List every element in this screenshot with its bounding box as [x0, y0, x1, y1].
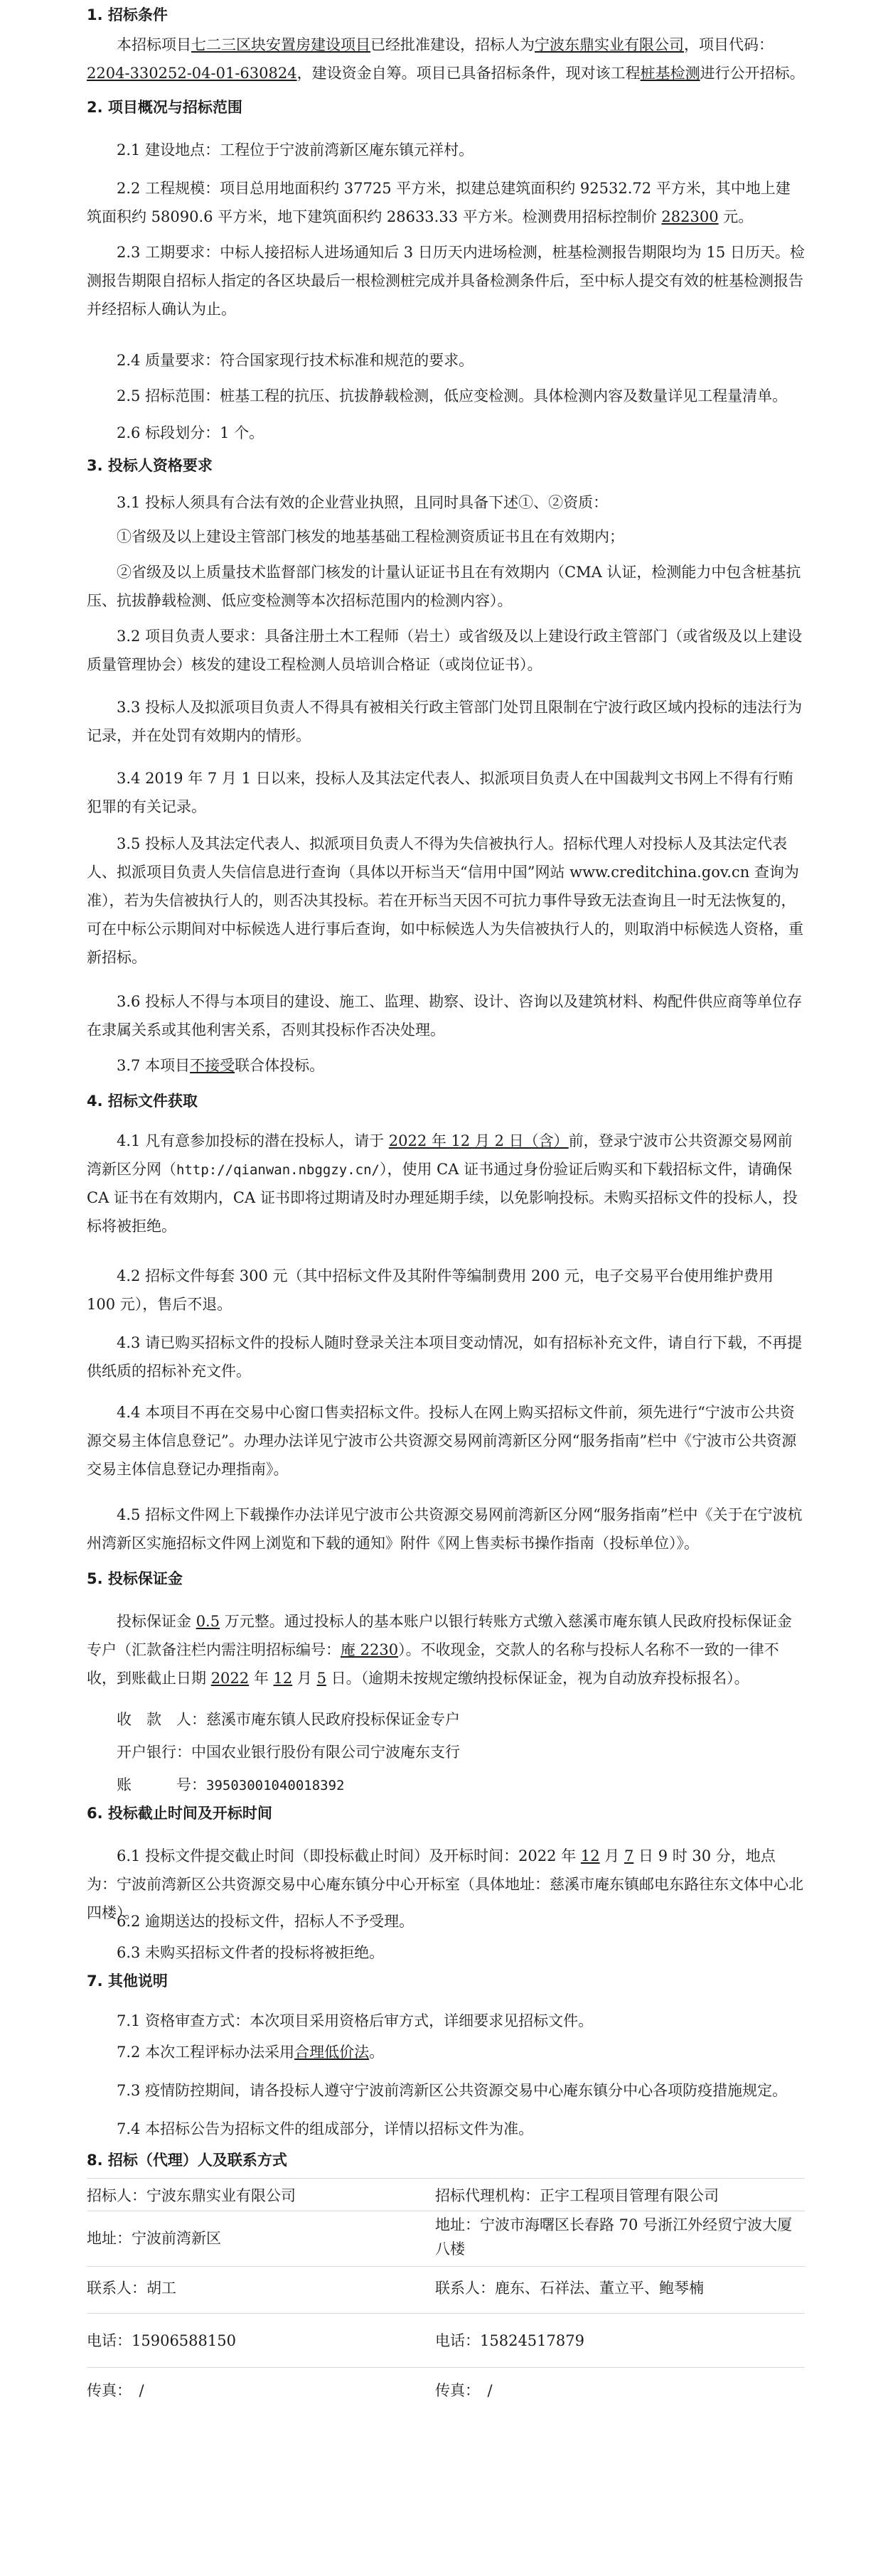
para-4-1: 4.1 凡有意参加投标的潜在投标人，请于 2022 年 12 月 2 日（含）前，登录宁波市公共资源交易网前湾新区分网（http://qianwan.nbggzy.cn/），使用 CA 证书通过身份验证后购买和下载招标文件，请确保 CA 证书在有效期内，CA 证书即将过期请及时办理延期手续，以免影响投标。未购买招标文件的投标人，投标将被拒绝。: [87, 1132, 798, 1235]
payee-line: 收 款 人：慈溪市庵东镇人民政府投标保证金专户: [117, 1711, 460, 1728]
para-7-3: 7.3 疫情防控期间，请各投标人遵守宁波前湾新区公共资源交易中心庵东镇分中心各项防疫措施规定。: [117, 2082, 788, 2099]
agency-contact: 联系人：鹿东、石祥法、董立平、鲍琴楠: [435, 2280, 704, 2297]
para-7-4: 7.4 本招标公告为招标文件的组成部分，详情以招标文件为准。: [117, 2120, 534, 2137]
project-name: 七二三区块安置房建设项目: [191, 36, 370, 53]
para-5-1: 投标保证金 0.5 万元整。通过投标人的基本账户以银行转账方式缴入慈溪市庵东镇人民政府投标保证金专户（汇款备注栏内需注明招标编号：庵 2230）。不收现金，交款人的名称与投标人名称不一致的一律不收，到账截止日期 2022 年 12 月 5 日。（逾期未按规定缴纳投标保证金，视为自动放弃投标报名）。: [87, 1613, 792, 1687]
para-3-1: 3.1 投标人须具有合法有效的企业营业执照，且同时具备下述①、②资质：: [117, 494, 609, 511]
para-2-3: 2.3 工期要求：中标人接招标人进场通知后 3 日历天内进场检测，桩基检测报告期限均为 15 日历天。检测报告期限自招标人指定的各区块最后一根检测桩完成并具备检测条件后，至中标人提交有效的桩基检测报告并经招标人确认为止。: [87, 244, 805, 318]
section-5-heading: 5. 投标保证金: [87, 1570, 183, 1587]
para-3-6: 3.6 投标人不得与本项目的建设、施工、监理、勘察、设计、咨询以及建筑材料、构配件供应商等单位存在隶属关系或其他利害关系，否则其投标作否决处理。: [87, 993, 803, 1039]
tenderer-phone: 电话：15906588150: [87, 2332, 236, 2349]
para-2-2: 2.2 工程规模：项目总用地面积约 37725 平方米，拟建总建筑面积约 92532.72 平方米，其中地上建筑面积约 58090.6 平方米，地下建筑面积约 28633.33 平方米。检测费用招标控制价 282300 元。: [87, 180, 791, 225]
tenderer-contact: 联系人：胡工: [87, 2280, 176, 2297]
para-4-3: 4.3 请已购买招标文件的投标人随时登录关注本项目变动情况，如有招标补充文件，请自行下载，不再提供纸质的招标补充文件。: [87, 1334, 803, 1380]
para-2-6: 2.6 标段划分：1 个。: [117, 424, 264, 441]
section-8-heading: 8. 招标（代理）人及联系方式: [87, 2152, 287, 2169]
joint-venture-not-accepted: 不接受: [190, 1057, 235, 1074]
section-1-heading: 1. 招标条件: [87, 6, 168, 23]
section-6-heading: 6. 投标截止时间及开标时间: [87, 1805, 272, 1822]
para-2-5: 2.5 招标范围：桩基工程的抗压、抗拔静载检测，低应变检测。具体检测内容及数量详见工程量清单。: [117, 387, 788, 404]
para-3-1-b: ②省级及以上质量技术监督部门核发的计量认证证书且在有效期内（CMA 认证，检测能力中包含桩基抗压、抗拔静载检测、低应变检测等本次招标范围内的检测内容）。: [87, 564, 801, 609]
para-4-4: 4.4 本项目不再在交易中心窗口售卖招标文件。投标人在网上购买招标文件前，须先进行“宁波市公共资源交易主体信息登记”。办理办法详见宁波市公共资源交易网前湾新区分网“服务指南”栏中《宁波市公共资源交易主体信息登记办理指南》。: [87, 1404, 797, 1478]
section-4-heading: 4. 招标文件获取: [87, 1093, 198, 1110]
para-7-1: 7.1 资格审查方式：本次项目采用资格后审方式，详细要求见招标文件。: [117, 2012, 594, 2029]
para-4-5: 4.5 招标文件网上下载操作办法详见宁波市公共资源交易网前湾新区分网“服务指南”栏中《关于在宁波杭州湾新区实施招标文件网上浏览和下载的通知》附件《网上售卖标书操作指南（投标单位）》。: [87, 1506, 803, 1552]
document-deadline: 2022 年 12 月 2 日（含）: [388, 1132, 569, 1149]
agency-fax: 传真： /: [435, 2382, 493, 2399]
para-3-4: 3.4 2019 年 7 月 1 日以来，投标人及其法定代表人、拟派项目负责人在中国裁判文书网上不得有行贿犯罪的有关记录。: [87, 770, 793, 815]
section-7-heading: 7. 其他说明: [87, 1973, 168, 1990]
para-3-3: 3.3 投标人及拟派项目负责人不得具有被相关行政主管部门处罚且限制在宁波行政区域内投标的违法行为记录，并在处罚有效期内的情形。: [87, 699, 803, 744]
para-3-2: 3.2 项目负责人要求：具备注册土木工程师（岩土）或省级及以上建设行政主管部门（或省级及以上建设质量管理协会）核发的建设工程检测人员培训合格证（或岗位证书）。: [87, 628, 803, 673]
work-name: 桩基检测: [640, 64, 700, 82]
tender-number: 庵 2230: [341, 1641, 399, 1658]
tenderer-org: 招标人：宁波东鼎实业有限公司: [87, 2187, 296, 2204]
para-3-5: 3.5 投标人及其法定代表人、拟派项目负责人不得为失信被执行人。招标代理人对投标人及其法定代表人、拟派项目负责人失信信息进行查询（具体以开标当天“信用中国”网站 www.creditchina.gov.cn 查询为准），若为失信被执行人的，则否决其投标。若在开标当天因不可抗力事件导致无法查询且一时无法恢复的，可在中标公示期间对中标候选人进行事后查询，如中标候选人为失信被执行人的，则取消中标候选人资格，重新招标。: [87, 835, 803, 966]
para-2-4: 2.4 质量要求：符合国家现行技术标准和规范的要求。: [117, 352, 474, 369]
project-code: 2204-330252-04-01-630824: [87, 64, 297, 82]
section-2-heading: 2. 项目概况与招标范围: [87, 99, 242, 116]
evaluation-method: 合理低价法: [294, 2044, 370, 2061]
para-2-1: 2.1 建设地点：工程位于宁波前湾新区庵东镇元祥村。: [117, 141, 474, 159]
account-line: 账 号：39503001040018392: [117, 1776, 345, 1793]
control-price: 282300: [661, 208, 719, 225]
para-3-1-a: ①省级及以上建设主管部门核发的地基基础工程检测资质证书且在有效期内；: [117, 528, 624, 545]
contact-table: [87, 2178, 805, 2576]
para-3-7: 3.7 本项目不接受联合体投标。: [117, 1057, 325, 1074]
para-6-2: 6.2 逾期送达的投标文件，招标人不予受理。: [117, 1913, 414, 1930]
deposit-amount: 0.5: [196, 1613, 220, 1630]
bank-line: 开户银行：中国农业银行股份有限公司宁波庵东支行: [117, 1744, 460, 1761]
para-4-2: 4.2 招标文件每套 300 元（其中招标文件及其附件等编制费用 200 元，电子交易平台使用维护费用 100 元），售后不退。: [87, 1267, 774, 1313]
para-7-2: 7.2 本次工程评标办法采用合理低价法。: [117, 2044, 385, 2061]
tenderer-fax: 传真： /: [87, 2382, 144, 2399]
site-url[interactable]: http://qianwan.nbggzy.cn/: [176, 1161, 380, 1178]
tenderer-address: 地址：宁波前湾新区: [87, 2230, 221, 2247]
section-1-text: 本招标项目七二三区块安置房建设项目已经批准建设，招标人为宁波东鼎实业有限公司，项目代码：2204-330252-04-01-630824，建设资金自筹。项目已具备招标条件，现对该工程桩基检测进行公开招标。: [87, 36, 805, 82]
tenderer-name: 宁波东鼎实业有限公司: [535, 36, 684, 53]
agency-address: 地址：宁波市海曙区长春路 70 号浙江外经贸宁波大厦八楼: [435, 2216, 793, 2258]
para-6-3: 6.3 未购买招标文件者的投标将被拒绝。: [117, 1944, 385, 1961]
section-3-heading: 3. 投标人资格要求: [87, 457, 213, 474]
agency-phone: 电话：15824517879: [435, 2332, 584, 2349]
account-number: 39503001040018392: [206, 1778, 345, 1793]
agency-org: 招标代理机构：正宇工程项目管理有限公司: [435, 2187, 719, 2204]
para-6-1: 6.1 投标文件提交截止时间（即投标截止时间）及开标时间：2022 年 12 月 7 日 9 时 30 分，地点为：宁波前湾新区公共资源交易中心庵东镇分中心开标室（具体地址：慈溪市庵东镇邮电东路往东文体中心北四楼）。: [87, 1847, 803, 1921]
